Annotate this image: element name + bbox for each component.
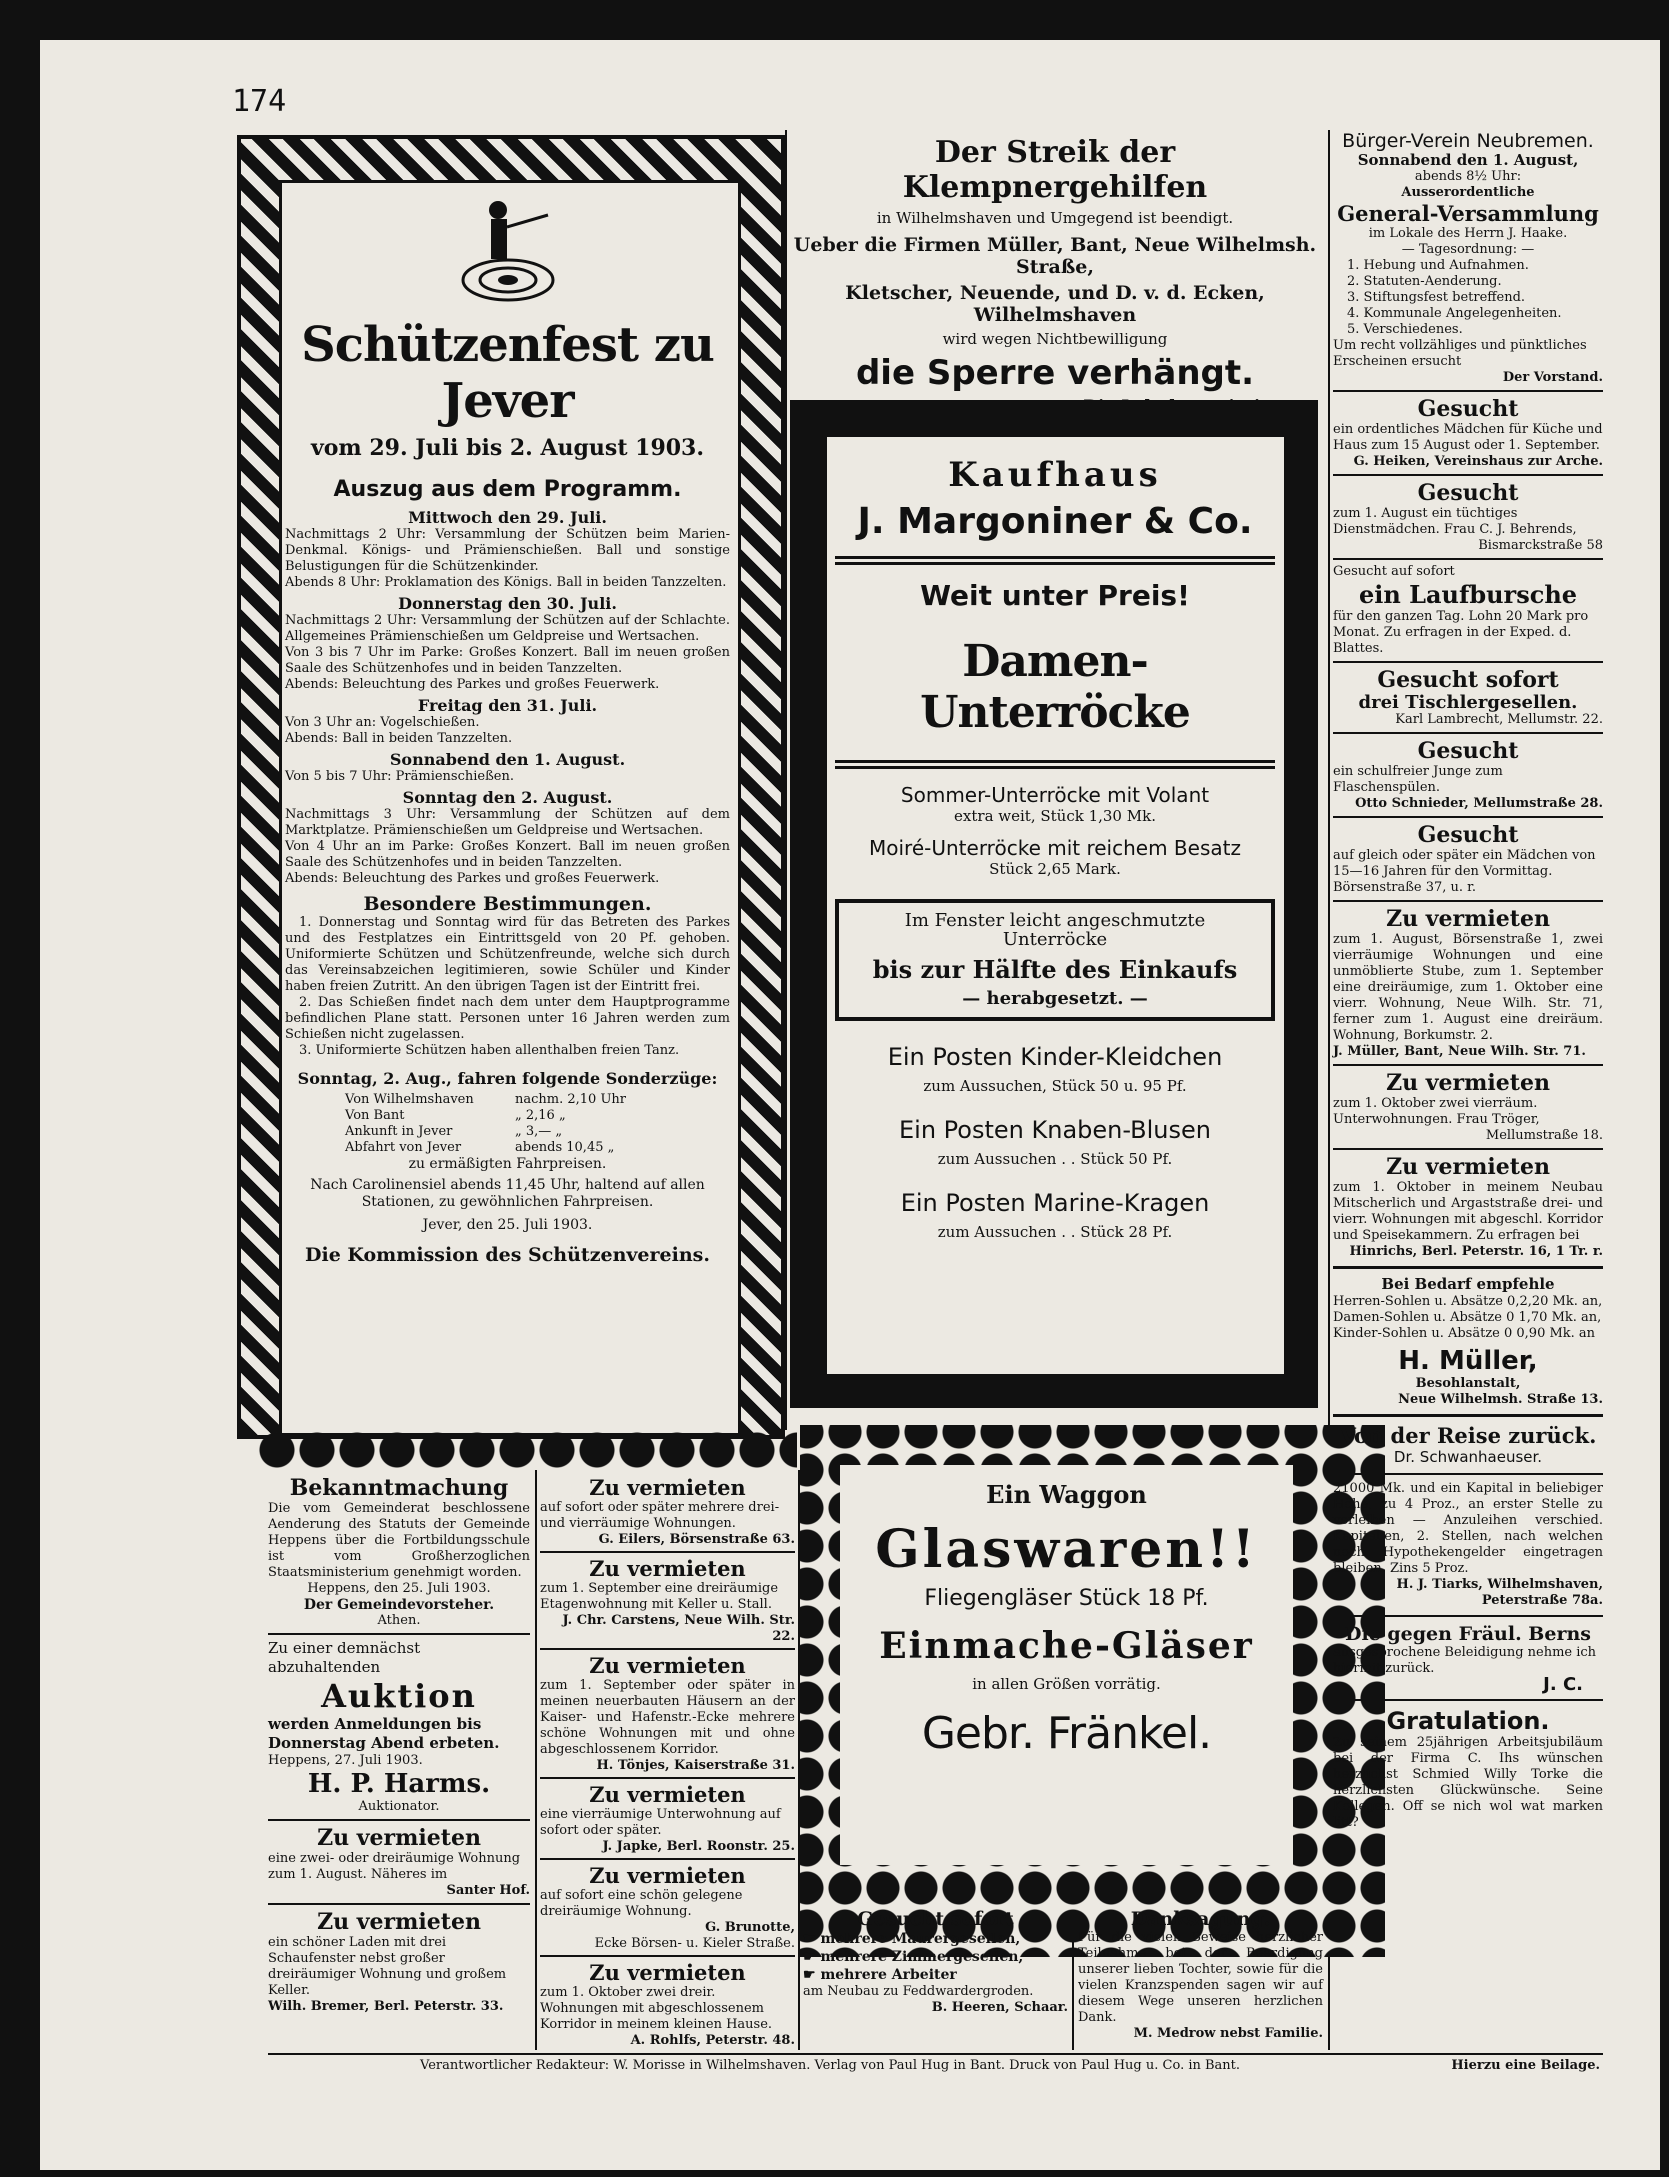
train-time: nachm. 2,10 Uhr — [515, 1092, 626, 1107]
berns-head: Die gegen Fräul. Berns — [1345, 1623, 1591, 1645]
bl-v1-text: eine zwei- oder dreiräumige Wohnung zum 1. August. Näheres im — [268, 1851, 521, 1882]
m6-sign: A. Rohlfs, Peterstr. 48. — [630, 2033, 795, 2048]
program-day-head: Sonnabend den 1. August. — [389, 750, 626, 769]
reise-head: Von der Reise zurück. — [1339, 1423, 1597, 1448]
train-note: zu ermäßigten Fahrpreisen. — [408, 1156, 607, 1172]
divider — [1333, 1266, 1603, 1269]
m1-sign: G. Eilers, Börsenstraße 63. — [598, 1532, 795, 1547]
verein-extra: Ausserordentliche — [1401, 185, 1535, 200]
streik-ad — [790, 135, 1320, 393]
verein-title: Bürger-Verein Neubremen. — [1342, 130, 1594, 152]
item-2: Moiré-Unterröcke mit reichem Besatz — [869, 836, 1241, 860]
dots-border — [257, 1430, 797, 1470]
streik-line-5: die Sperre verhängt. — [855, 353, 1255, 393]
divider — [540, 1777, 795, 1779]
glaswaren-content — [845, 1480, 1288, 1860]
pointing-hand-icon: ☛ — [803, 1967, 821, 1983]
divider — [540, 1551, 795, 1553]
program-line: Abends 8 Uhr: Proklamation des Königs. Ball in beiden Tanzzelten. — [285, 575, 727, 590]
divider — [1333, 1699, 1603, 1701]
kaufhaus-product: Damen-Unterröcke — [920, 636, 1190, 738]
kapital-sign: H. J. Tiarks, Wilhelmshaven, Peterstraße 78a. — [1396, 1577, 1603, 1608]
kapital-text: 21000 Mk. und ein Kapital in beliebiger Höhe, zu 4 Proz., an erster Stelle zu verleihen — Anzuleihen verschied. Kapitalien, 2. Stellen, nach welchen noch Hypothekengelder eingetragen bleiben. Zins 5 Proz. — [1333, 1481, 1603, 1576]
special-rules — [285, 915, 730, 1059]
bottom-middle-column — [540, 1475, 795, 2050]
verein-gv: General-Versammlung — [1337, 201, 1599, 226]
gs-item-text: mehrere Zimmergesellen, — [820, 1949, 1024, 1965]
verein-sign: Der Vorstand. — [1502, 370, 1603, 385]
m3-sign: H. Tönjes, Kaiserstraße 31. — [596, 1758, 795, 1773]
dk-head: Danksagung. — [1130, 1908, 1271, 1930]
g3-text: für den ganzen Tag. Lohn 20 Mark pro Monat. Zu erfragen in der Exped. d. Blattes. — [1333, 609, 1589, 656]
streik-line-3: Kletscher, Neuende, und D. v. d. Ecken, Wilhelmshaven — [845, 282, 1265, 326]
dk-sign: M. Medrow nebst Familie. — [1133, 2026, 1323, 2041]
bl-v1-head: Zu vermieten — [317, 1825, 481, 1851]
train-label: Von Bant — [345, 1108, 405, 1123]
verein-agenda-title: — Tagesordnung: — — [1401, 242, 1535, 257]
schuetzenfest-content — [285, 185, 730, 1425]
bl-v1-sign: Santer Hof. — [446, 1883, 530, 1898]
post-2-price: zum Aussuchen . . Stück 50 Pf. — [937, 1150, 1173, 1168]
program-day-head: Donnerstag den 30. Juli. — [398, 594, 617, 613]
train-note-2: Nach Carolinensiel abends 11,45 Uhr, haltend auf allen Stationen, zu gewöhnlichen Fahrpreisen. — [310, 1177, 705, 1210]
m5-sign-2: Ecke Börsen- u. Kieler Straße. — [594, 1936, 795, 1951]
gs-item-text: mehrere Maurergesellen, — [820, 1931, 1021, 1947]
post-1-price: zum Aussuchen, Stück 50 u. 95 Pf. — [923, 1077, 1187, 1095]
price-line: Herren-Sohlen u. Absätze 0,2,20 Mk. an, — [1333, 1294, 1603, 1309]
program-line: Von 5 bis 7 Uhr: Prämienschießen. — [285, 769, 514, 784]
program-title: Auszug aus dem Programm. — [333, 477, 682, 502]
m5-head: Zu vermieten — [589, 1863, 746, 1888]
m2-text: zum 1. September eine dreiräumige Etagenwohnung mit Keller u. Stall. — [540, 1581, 779, 1612]
agenda-item: 4. Kommunale Angelegenheiten. — [1347, 306, 1562, 321]
column-divider — [785, 130, 787, 1430]
muller-sub: Besohlanstalt, — [1415, 1376, 1521, 1391]
train-title: Sonntag, 2. Aug., fahren folgende Sonderzüge: — [297, 1069, 718, 1088]
m3-head: Zu vermieten — [589, 1653, 746, 1678]
verein-place: im Lokale des Herrn J. Haake. — [1368, 226, 1568, 241]
gs-item — [803, 1966, 1068, 1984]
train-row — [345, 1108, 730, 1124]
imprint: Verantwortlicher Redakteur: W. Morisse in Wilhelmshaven. Verlag von Paul Hug in Bant. Druck von Paul Hug u. Co. in Bant. — [420, 2058, 1241, 2073]
program-line: Abends: Beleuchtung des Parkes und großes Feuerwerk. — [285, 677, 660, 692]
g2-text: zum 1. August ein tüchtiges Dienstmädchen. Frau C. J. Behrends, — [1333, 506, 1577, 537]
right-column — [1333, 130, 1603, 2050]
m5-sign: G. Brunotte, — [705, 1920, 795, 1935]
bottom-left-column — [268, 1475, 530, 2050]
train-label: Ankunft in Jever — [345, 1124, 453, 1139]
gs-item-text: mehrere Arbeiter — [820, 1967, 957, 1983]
bek-text: Die vom Gemeinderat beschlossene Aenderung des Statuts der Gemeinde Heppens über die Fortbildungsschule ist vom Großherzoglichen Staatsministerium genehmigt worden. — [268, 1501, 530, 1580]
v1-sign: J. Müller, Bant, Neue Wilh. Str. 71. — [1333, 1044, 1586, 1059]
agenda-item: 2. Statuten-Aenderung. — [1347, 274, 1502, 289]
divider — [1333, 1064, 1603, 1066]
streik-line-4: wird wegen Nichtbewilligung — [942, 330, 1168, 348]
schuetzenfest-dates: vom 29. Juli bis 2. August 1903. — [310, 435, 705, 461]
g4-sign: Karl Lambrecht, Mellumstr. 22. — [1395, 712, 1603, 727]
g5-head: Gesucht — [1417, 738, 1519, 764]
g6-head: Gesucht — [1417, 822, 1519, 848]
muller-name: H. Müller, — [1398, 1346, 1538, 1376]
v2-sign: Mellumstraße 18. — [1485, 1128, 1603, 1143]
g4-head: Gesucht sofort — [1377, 667, 1559, 693]
bek-date: Heppens, den 25. Juli 1903. — [307, 1581, 491, 1596]
g3-pre: Gesucht auf sofort — [1333, 564, 1455, 579]
train-row — [345, 1092, 730, 1108]
post-2: Ein Posten Knaben-Blusen — [899, 1116, 1211, 1144]
verein-note: Um recht vollzähliges und pünktliches Erscheinen ersucht — [1333, 338, 1587, 369]
train-time: „ 2,16 „ — [515, 1108, 566, 1123]
auk-text: werden Anmeldungen bis Donnerstag Abend erbeten. — [268, 1715, 500, 1752]
commission-signature: Die Kommission des Schützenvereins. — [305, 1244, 710, 1266]
bek-head: Bekanntmachung — [289, 1475, 509, 1501]
v3-sign: Hinrichs, Berl. Peterstr. 16, 1 Tr. r. — [1349, 1244, 1603, 1259]
kaufhaus-title: Kaufhaus — [948, 455, 1162, 495]
divider — [1333, 732, 1603, 734]
gratulation-text: Zu seinem 25jährigen Arbeitsjubiläum bei der Firma C. Ihs wünschen herzlichst Schmied Willy Torke die herzlichsten Glückwünsche. Seine Kollegen. Off se nich wol wat marken litt? — [1333, 1735, 1603, 1830]
schuetzenfest-title: Schützenfest zu Jever — [301, 317, 714, 429]
divider — [835, 556, 1275, 565]
auk-name: H. P. Harms. — [307, 1769, 491, 1799]
bl-v2-head: Zu vermieten — [317, 1909, 481, 1935]
v1-head: Zu vermieten — [1386, 906, 1550, 932]
divider — [1333, 816, 1603, 818]
item-2-price: Stück 2,65 Mark. — [989, 860, 1121, 878]
m4-text: eine vierräumige Unterwohnung auf sofort oder später. — [540, 1807, 781, 1838]
program-line: Von 3 Uhr an: Vogelschießen. — [285, 715, 480, 730]
glas-line-6: Gebr. Fränkel. — [921, 1708, 1212, 1759]
window-line-2: Unterröcke — [1002, 929, 1108, 950]
program-line: Nachmittags 2 Uhr: Versammlung der Schützen beim Marien-Denkmal. Königs- und Prämienschießen. Ball und sonstige Belustigungen für die Schützenkinder. — [285, 527, 730, 574]
marksman-emblem-icon — [453, 185, 563, 305]
berns-sign: J. C. — [1543, 1674, 1583, 1695]
special-rule: 1. Donnerstag und Sonntag wird für das Betreten des Parkes und des Festplatzes ein Eintrittsgeld von 20 Pf. gehoben. Uniformierte Schützen und Schützenfreunde, welche sich durch das Vereinsabzeichen legitimieren, sowie Schüler und Kinder haben freien Zutritt. An den übrigen Tagen ist der Eintritt frei. — [285, 915, 730, 994]
verein-time: abends 8½ Uhr: — [1414, 169, 1522, 184]
v2-head: Zu vermieten — [1386, 1070, 1550, 1096]
window-line-1: Im Fenster leicht angeschmutzte — [904, 910, 1206, 931]
m6-head: Zu vermieten — [589, 1960, 746, 1985]
program-line: Von 3 bis 7 Uhr im Parke: Großes Konzert. Ball im neuen großen Saale des Schützenhofes und in beiden Tanzzelten. — [285, 645, 730, 676]
program-days — [285, 508, 730, 887]
gs-list — [803, 1930, 1068, 1984]
m1-text: auf sofort oder später mehrere drei- und vierräumige Wohnungen. — [540, 1500, 780, 1531]
g1-head: Gesucht — [1417, 396, 1519, 422]
v3-text: zum 1. Oktober in meinem Neubau Mitscherlich und Argaststraße drei- und vierr. Wohnungen mit abgeschl. Korridor und Speisekammern. Zu erfragen bei — [1333, 1180, 1603, 1243]
dk-text: Für die vielen Beweise herzlicher Teilnahme bei der Beerdigung unserer lieben Tochter, sowie für die vielen Kranzspenden sagen wir auf diesem Wege unseren herzlichen Dank. — [1078, 1930, 1323, 2025]
divider — [1333, 390, 1603, 392]
berns-text: ausgesprochene Beleidigung nehme ich hiermit zurück. — [1333, 1645, 1597, 1676]
v2-text: zum 1. Oktober zwei vierräum. Unterwohnungen. Frau Tröger, — [1333, 1096, 1540, 1127]
post-3: Ein Posten Marine-Kragen — [900, 1189, 1210, 1217]
divider — [540, 1955, 795, 1957]
divider — [1333, 1148, 1603, 1150]
g1-text: ein ordentliches Mädchen für Küche und Haus zum 15 August oder 1. September. — [1333, 422, 1603, 453]
m4-sign: J. Japke, Berl. Roonstr. 25. — [602, 1839, 795, 1854]
train-row — [345, 1124, 730, 1140]
train-label: Von Wilhelmshaven — [345, 1092, 474, 1107]
program-day-head: Mittwoch den 29. Juli. — [408, 508, 607, 527]
footer-rule — [268, 2053, 1603, 2055]
g5-sign: Otto Schnieder, Mellumstraße 28. — [1355, 796, 1603, 811]
streik-line-2: Ueber die Firmen Müller, Bant, Neue Wilhelmsh. Straße, — [793, 234, 1317, 278]
program-line: Nachmittags 3 Uhr: Versammlung der Schützen auf dem Marktplatze. Prämienschießen um Geldpreise und Wertsachen. — [285, 807, 730, 838]
train-row — [345, 1140, 730, 1156]
program-line: Von 4 Uhr an im Parke: Großes Konzert. Ball im neuen großen Saale des Schützenhofes und in beiden Tanzzelten. — [285, 839, 730, 870]
g4-sub: drei Tischlergesellen. — [1358, 692, 1578, 713]
m2-sign: J. Chr. Carstens, Neue Wilh. Str. 22. — [562, 1613, 795, 1644]
divider — [1333, 900, 1603, 902]
m1-head: Zu vermieten — [589, 1475, 746, 1500]
divider — [1333, 661, 1603, 663]
divider — [268, 1819, 530, 1821]
g2-head: Gesucht — [1417, 480, 1519, 506]
program-line: Abends: Beleuchtung des Parkes und großes Feuerwerk. — [285, 871, 660, 886]
v3-head: Zu vermieten — [1386, 1154, 1550, 1180]
glas-line-1: Ein Waggon — [986, 1480, 1147, 1509]
program-day-head: Sonntag den 2. August. — [402, 788, 613, 807]
glas-line-3: Fliegengläser Stück 18 Pf. — [924, 1586, 1209, 1611]
muller-prices — [1333, 1294, 1603, 1342]
divider — [540, 1648, 795, 1650]
item-1: Sommer-Unterröcke mit Volant — [900, 783, 1210, 807]
muller-pre: Bei Bedarf empfehle — [1381, 1275, 1555, 1293]
streik-line-1: in Wilhelmshaven und Umgegend ist beendigt. — [876, 209, 1234, 227]
auk-head: Auktion — [321, 1677, 477, 1715]
post-1: Ein Posten Kinder-Kleidchen — [887, 1043, 1223, 1071]
g5-text: ein schulfreier Junge zum Flaschenspülen. — [1333, 764, 1503, 795]
divider — [1333, 474, 1603, 476]
auk-pre: Zu einer demnächst abzuhaltenden — [268, 1639, 421, 1676]
gs-text: am Neubau zu Feddwardergroden. — [803, 1984, 1034, 1999]
supplement-note: Hierzu eine Beilage. — [1451, 2058, 1600, 2073]
divider — [1333, 1615, 1603, 1617]
special-rule: 3. Uniformierte Schützen haben allenthalben freien Tanz. — [299, 1043, 680, 1058]
m4-head: Zu vermieten — [589, 1782, 746, 1807]
gs-item — [803, 1948, 1068, 1966]
danksagung-ad — [1078, 1908, 1323, 2053]
train-time: „ 3,— „ — [515, 1124, 563, 1139]
bl-v2-text: ein schöner Laden mit drei Schaufenster nebst großer dreiräumiger Wohnung und großem Keller. — [268, 1935, 507, 1998]
pointing-hand-icon: ☛ — [803, 1949, 821, 1965]
divider — [1333, 1414, 1603, 1417]
gratulation-head: Gratulation. — [1386, 1707, 1550, 1735]
divider — [268, 1633, 530, 1635]
page-number: 174 — [232, 84, 287, 119]
column-divider — [535, 1470, 537, 2050]
g3-head: ein Laufbursche — [1358, 580, 1578, 609]
program-day-head: Freitag den 31. Juli. — [417, 696, 598, 715]
train-time: abends 10,45 „ — [515, 1140, 615, 1155]
bek-sign-2: Athen. — [377, 1613, 421, 1628]
divider — [540, 1858, 795, 1860]
divider — [1333, 1473, 1603, 1475]
g1-sign: G. Heiken, Vereinshaus zur Arche. — [1353, 454, 1603, 469]
streik-title: Der Streik der Klempnergehilfen — [902, 135, 1208, 205]
auk-sub: Auktionator. — [358, 1799, 440, 1814]
gs-sign: B. Heeren, Schaar. — [931, 2000, 1068, 2015]
special-rule: 2. Das Schießen findet nach dem unter dem Hauptprogramme befindlichen Plane statt. Personen unter 16 Jahren werden zum Schießen nicht zugelassen. — [285, 995, 730, 1042]
verein-date: Sonnabend den 1. August, — [1357, 151, 1579, 169]
gs-item — [803, 1930, 1068, 1948]
divider — [268, 1903, 530, 1905]
reise-name: Dr. Schwanhaeuser. — [1393, 1448, 1543, 1466]
program-line: Nachmittags 2 Uhr: Versammlung der Schützen auf der Schlachte. Allgemeines Prämienschießen um Geldpreise und Wertsachen. — [285, 613, 730, 644]
price-line: Damen-Sohlen u. Absätze 0 1,70 Mk. an, — [1333, 1310, 1602, 1325]
agenda-item: 3. Stiftungsfest betreffend. — [1347, 290, 1526, 305]
window-line-3: bis zur Hälfte des Einkaufs — [872, 955, 1238, 984]
v1-text: zum 1. August, Börsenstraße 1, zwei vierräumige Wohnungen und eine unmöblierte Stube, zum 1. September eine dreiräumige, zum 1. Oktober eine vierr. Wohnung, Neue Wilh. Str. 71, ferner zum 1. August eine dreiräum. Wohnung, Borkumstr. 2. — [1333, 932, 1603, 1043]
g2-sign: Bismarckstraße 58 — [1478, 538, 1603, 553]
m6-text: zum 1. Oktober zwei dreir. Wohnungen mit abgeschlossenem Korridor in meinem kleinen Hause. — [540, 1985, 773, 2032]
m3-text: zum 1. September oder später in meinen neuerbauten Häusern an der Kaiser- und Hafenstr.-Ecke mehrere schöne Wohnungen mit und ohne abgeschlossenem Korridor. — [540, 1678, 795, 1757]
glas-line-2: Glaswaren!! — [875, 1519, 1258, 1580]
glas-line-5: in allen Größen vorrätig. — [972, 1675, 1161, 1693]
window-line-4: — herabgesetzt. — — [962, 988, 1148, 1009]
kaufhaus-firm: J. Margoniner & Co. — [857, 501, 1253, 542]
m5-text: auf sofort eine schön gelegene dreiräumige Wohnung. — [540, 1888, 743, 1919]
glas-line-4: Einmache-Gläser — [879, 1625, 1254, 1667]
gs-head: Gesucht sofort — [857, 1908, 1014, 1930]
bl-v2-sign: Wilh. Bremer, Berl. Peterstr. 33. — [268, 1999, 504, 2014]
divider — [1333, 558, 1603, 560]
special-title: Besondere Bestimmungen. — [363, 893, 652, 915]
window-box — [835, 899, 1275, 1021]
train-label: Abfahrt von Jever — [345, 1140, 462, 1155]
gesucht-sofort-ad — [803, 1908, 1068, 2053]
m2-head: Zu vermieten — [589, 1556, 746, 1581]
g6-text: auf gleich oder später ein Mädchen von 15—16 Jahren für den Vormittag. Börsenstraße 37, u. r. — [1333, 848, 1596, 895]
agenda-item: 5. Verschiedenes. — [1347, 322, 1463, 337]
kaufhaus-slogan: Weit unter Preis! — [920, 579, 1190, 612]
kaufhaus-content — [835, 455, 1275, 1370]
price-line: Kinder-Sohlen u. Absätze 0 0,90 Mk. an — [1333, 1326, 1596, 1341]
column-divider — [1072, 1910, 1074, 2050]
agenda-item: 1. Hebung und Aufnahmen. — [1347, 258, 1529, 273]
muller-addr: Neue Wilhelmsh. Straße 13. — [1398, 1392, 1603, 1407]
verein-agenda — [1333, 258, 1603, 338]
train-table — [345, 1092, 730, 1156]
divider — [835, 760, 1275, 769]
post-3-price: zum Aussuchen . . Stück 28 Pf. — [937, 1223, 1173, 1241]
auk-date: Heppens, 27. Juli 1903. — [268, 1753, 423, 1768]
item-1-price: extra weit, Stück 1,30 Mk. — [954, 807, 1156, 825]
pointing-hand-icon: ☛ — [803, 1931, 821, 1947]
place-date: Jever, den 25. Juli 1903. — [422, 1217, 593, 1233]
bek-sign: Der Gemeindevorsteher. — [303, 1597, 495, 1613]
program-line: Abends: Ball in beiden Tanzzelten. — [285, 731, 513, 746]
